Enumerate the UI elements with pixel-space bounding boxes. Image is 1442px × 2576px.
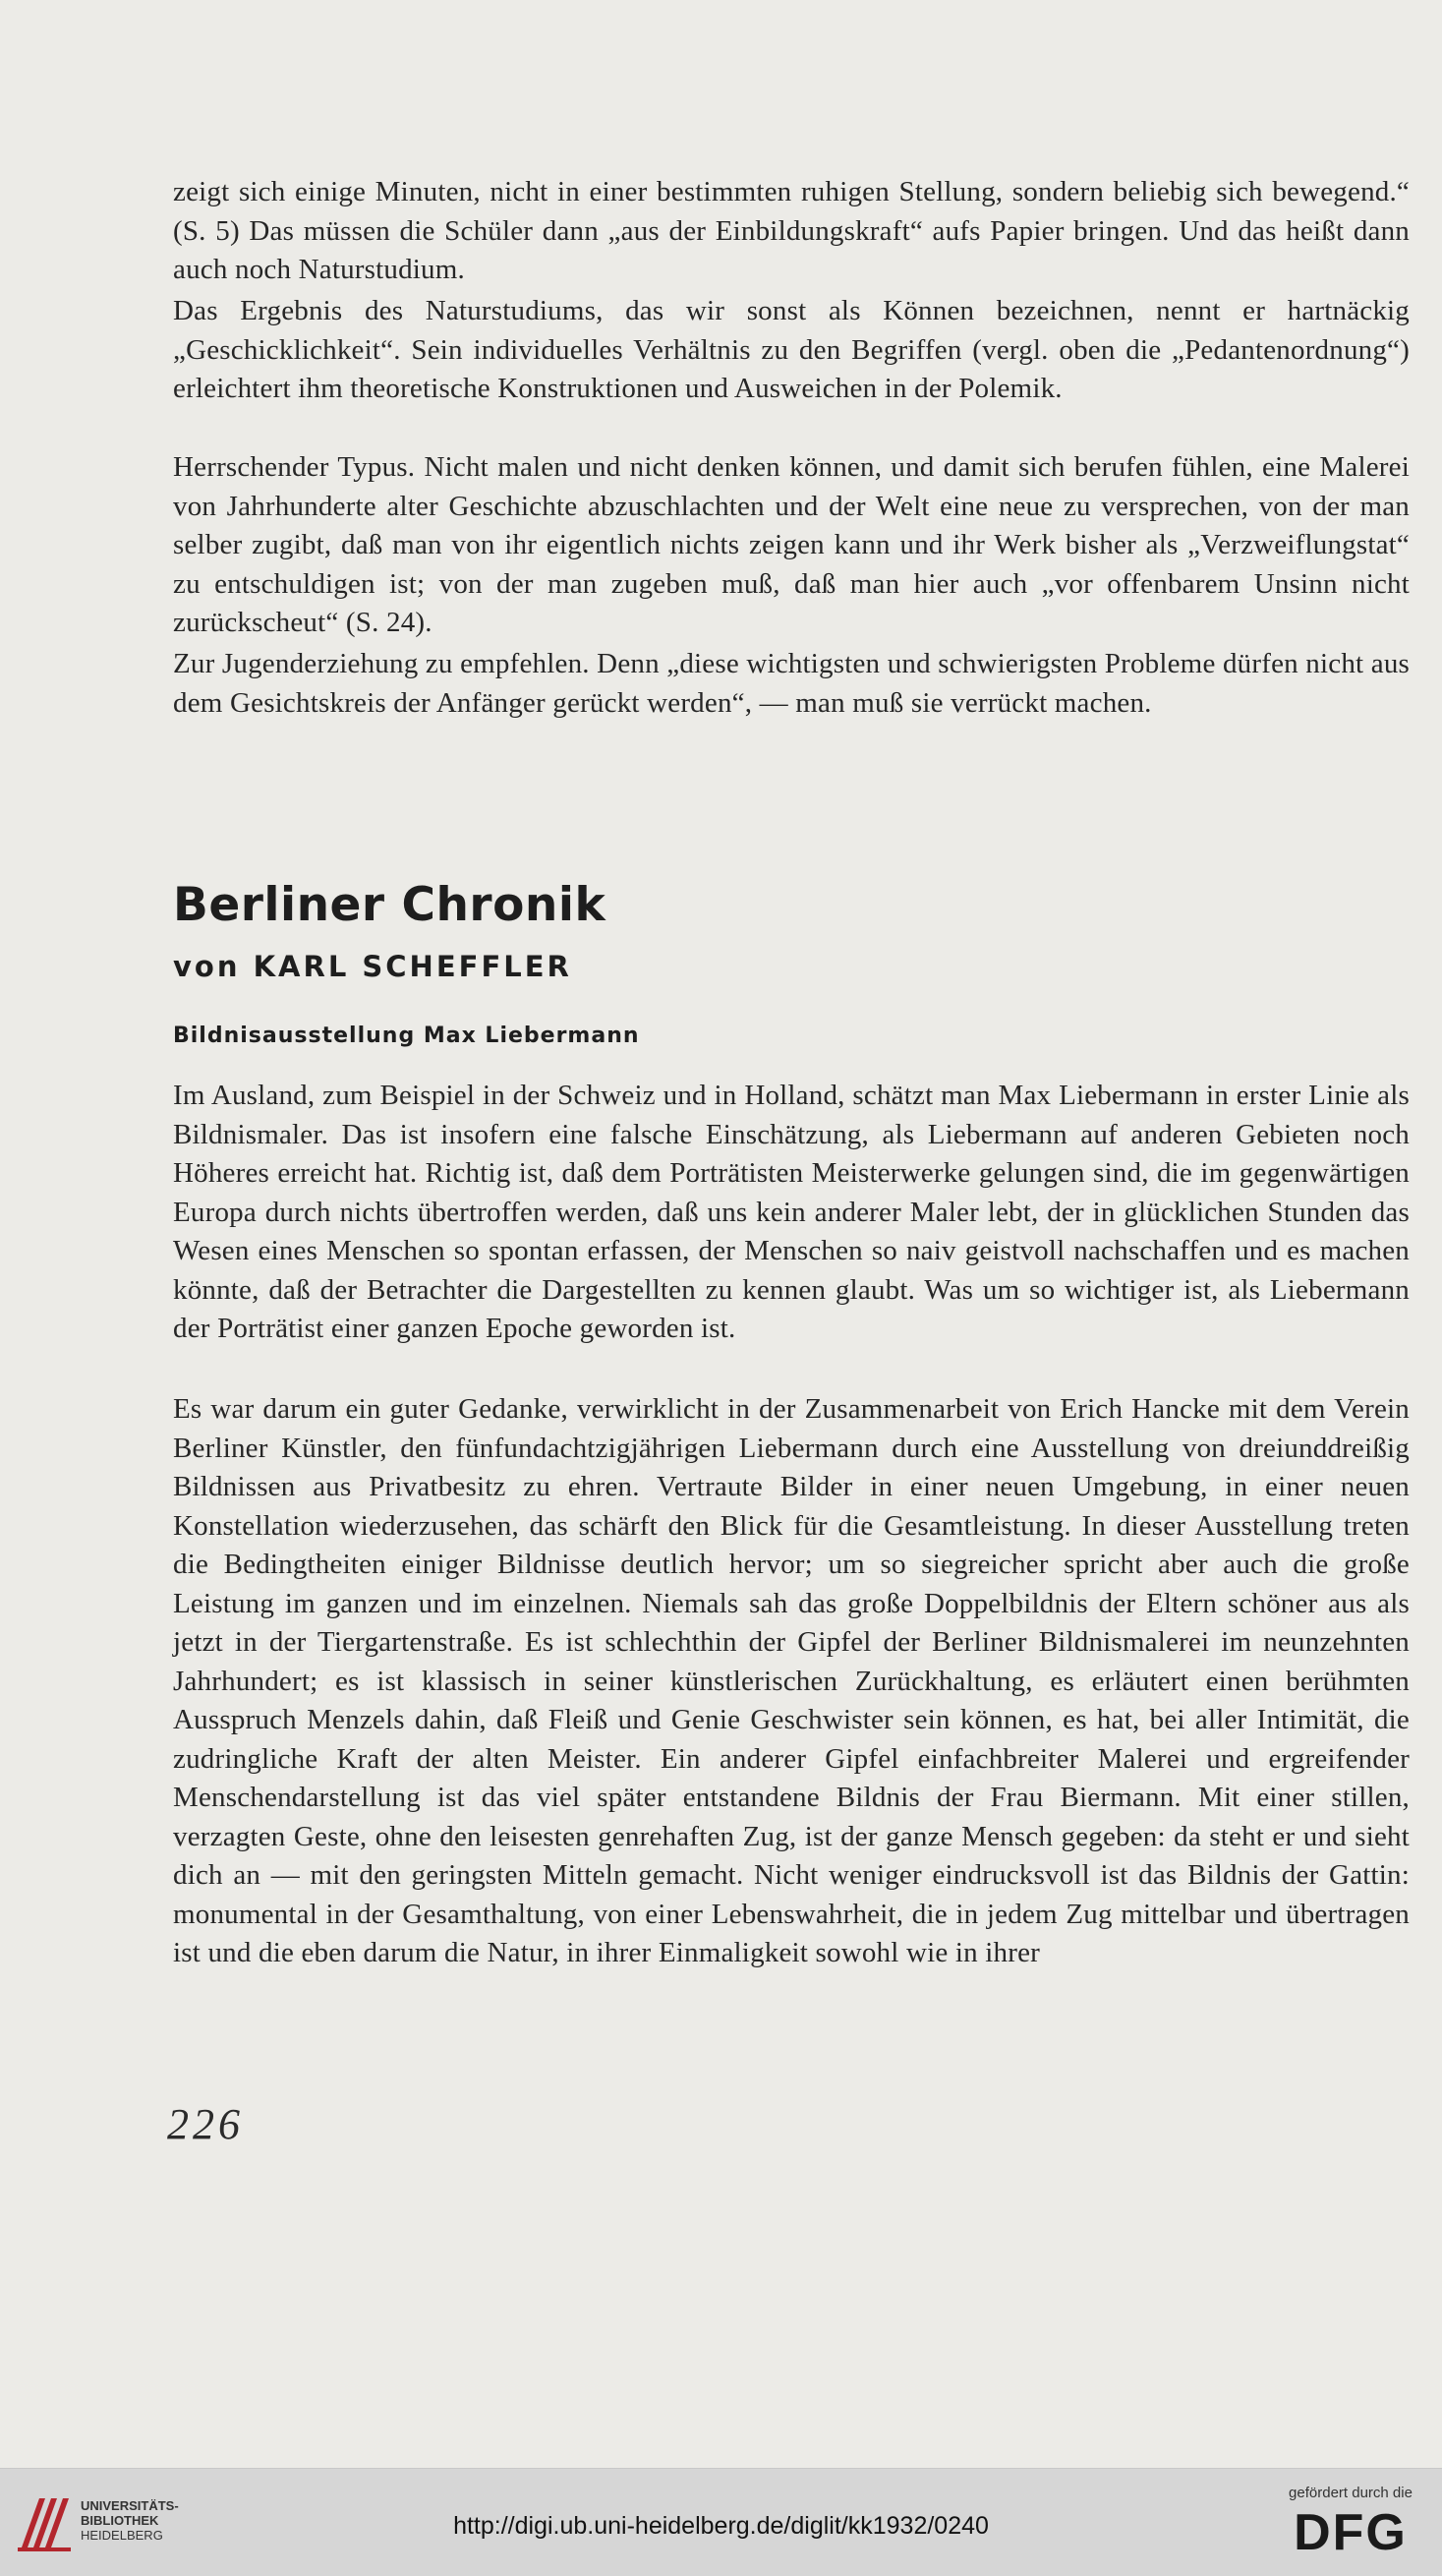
paragraph-naturstudium: zeigt sich einige Minuten, nicht in einer bestimmten ruhigen Stellung, sondern beliebig sich bewegend.“ (S. 5) Das müssen die Schüler dann „aus der Einbildungskraft“ aufs Papier bringen. Und das heißt dann auch noch Naturstudium. (173, 176, 1410, 285)
paragraph-herrschender-typus: Herrschender Typus. Nicht malen und nicht denken können, und damit sich berufen fühlen, eine Malerei von Jahrhunderte alter Geschichte abzuschlachten und der Welt eine neue zu versprechen, von der man selber zugibt, daß man von ihr eigentlich nichts zeigen kann und ihr Werk bisher als „Verzweiflungstat“ zu entschuldigen ist; von der man zugeben muß, daß man hier auch „vor offenbarem Unsinn nicht zurückscheut“ (S. 24). (173, 451, 1410, 638)
paragraph-liebermann-intro: Im Ausland, zum Beispiel in der Schweiz und in Holland, schätzt man Max Liebermann in erster Linie als Bildnismaler. Das ist insofern eine falsche Einschätzung, als Liebermann auf anderen Gebieten noch Höheres erreicht hat. Richtig ist, daß dem Porträtisten Meisterwerke gelungen sind, die im gegenwärtigen Europa durch nichts übertroffen werden, daß uns kein anderer Maler lebt, der in glücklichen Stunden das Wesen eines Menschen so spontan erfassen, der Menschen so naiv geistvoll nachschaffen und es machen könnte, daß der Betrachter die Dargestellten zu kennen glaubt. Was um so wichtiger ist, als Liebermann der Porträtist einer ganzen Epoche geworden ist. (173, 1080, 1410, 1344)
section-author: von KARL SCHEFFLER (173, 950, 572, 983)
section-subtitle: Bildnisausstellung Max Liebermann (173, 1024, 640, 1048)
paragraph-jugenderziehung: Zur Jugenderziehung zu empfehlen. Denn „diese wichtigsten und schwierigsten Probleme dürfen nicht aus dem Gesichtskreis der Anfänger gerückt werden“, — man muß sie verrückt machen. (173, 648, 1410, 719)
dfg-logo: DFG (1294, 2504, 1408, 2561)
section-title: Berliner Chronik (173, 878, 606, 932)
library-name-line3: HEIDELBERG (81, 2528, 163, 2543)
viewer-footer (0, 2468, 1442, 2576)
funding-caption: gefördert durch die (1289, 2485, 1413, 2501)
library-name-line2: BIBLIOTHEK (81, 2513, 159, 2528)
paragraph-ausstellung: Es war darum ein guter Gedanke, verwirklicht in der Zusammenarbeit von Erich Hancke mit dem Verein Berliner Künstler, den fünfundachtzigjährigen Liebermann durch eine Ausstellung von dreiunddreißig Bildnissen aus Privatbesitz zu ehren. Vertraute Bilder in einer neuen Umgebung, in einer neuen Konstellation wiederzusehen, das schärft den Blick für die Gesamtleistung. In dieser Ausstellung treten die Bedingtheiten einiger Bildnisse deutlich hervor; um so siegreicher spricht aber auch die große Leistung im ganzen und im einzelnen. Niemals sah das große Doppelbildnis der Eltern schöner aus als jetzt in der Tiergartenstraße. Es ist schlechthin der Gipfel der Berliner Bildnismalerei im neunzehnten Jahrhundert; es ist klassisch in seiner künstlerischen Zurückhaltung, es erläutert einen berühmten Ausspruch Menzels dahin, daß Fleiß und Genie Geschwister sein können, es hat, bei aller Intimität, die zudringliche Kraft der alten Meister. Ein anderer Gipfel einfachbreiter Malerei und ergreifender Menschendarstellung ist das viel später entstandene Bildnis der Frau Biermann. Mit einer stillen, verzagten Geste, ohne den leisesten genrehaften Zug, ist der ganze Mensch gegeben: da steht er und sieht dich an — mit den geringsten Mitteln gemacht. Nicht weniger eindrucksvoll ist das Bildnis der Gattin: monumental in der Gesamthaltung, von einer Lebenswahrheit, die in jedem Zug mittelbar und übertragen ist und die eben darum die Natur, in ihrer Einmaligkeit sowohl wie in ihrer (173, 1393, 1410, 1968)
paragraph-geschicklichkeit: Das Ergebnis des Naturstudiums, das wir sonst als Können bezeichnen, nennt er hartnäckig „Geschicklichkeit“. Sein individuelles Verhältnis zu den Begriffen (vergl. oben die „Pedantenordnung“) erleichtert ihm theoretische Konstruktionen und Ausweichen in der Polemik. (173, 295, 1410, 404)
library-name-line1: UNIVERSITÄTS- (81, 2498, 179, 2513)
dfg-funding-badge (1277, 2485, 1424, 2561)
page-number: 226 (167, 2100, 244, 2148)
permalink-url[interactable]: http://digi.ub.uni-heidelberg.de/diglit/kk1932/0240 (453, 2512, 989, 2540)
